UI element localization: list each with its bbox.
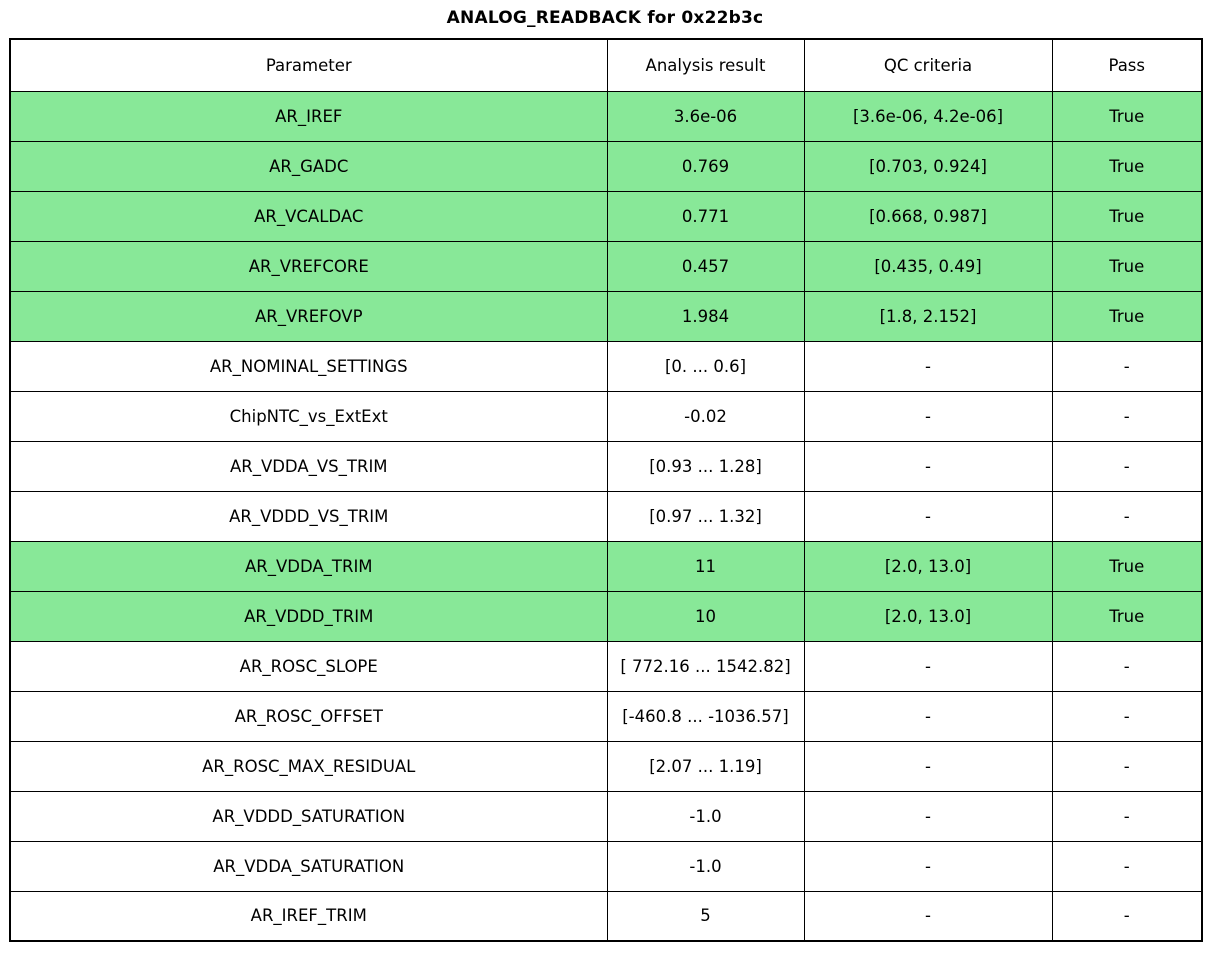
cell-pass: True: [1052, 241, 1202, 291]
cell-parameter: AR_VREFCORE: [10, 241, 607, 291]
cell-analysis-result: -1.0: [607, 841, 804, 891]
table-header-row: [10, 39, 1202, 91]
cell-qc-criteria: [1.8, 2.152]: [804, 291, 1052, 341]
cell-pass: -: [1052, 891, 1202, 941]
cell-analysis-result: 10: [607, 591, 804, 641]
cell-parameter: AR_VDDD_VS_TRIM: [10, 491, 607, 541]
cell-qc-criteria: [0.703, 0.924]: [804, 141, 1052, 191]
cell-parameter: AR_NOMINAL_SETTINGS: [10, 341, 607, 391]
cell-analysis-result: [607, 691, 804, 741]
cell-parameter: AR_VDDD_SATURATION: [10, 791, 607, 841]
cell-analysis-result: [2.07 ... 1.19]: [607, 741, 804, 791]
cell-qc-criteria: -: [804, 891, 1052, 941]
cell-analysis-result: 3.6e-06: [607, 91, 804, 141]
cell-analysis-result: 5: [607, 891, 804, 941]
cell-pass: -: [1052, 691, 1202, 741]
cell-analysis-result-text: [-460.8 ... -1036.57]: [622, 706, 789, 726]
cell-qc-criteria: [2.0, 13.0]: [804, 591, 1052, 641]
cell-qc-criteria: -: [804, 641, 1052, 691]
column-header-parameter: Parameter: [10, 39, 607, 91]
table-row: [10, 491, 1202, 541]
cell-analysis-result: -0.02: [607, 391, 804, 441]
cell-parameter: AR_IREF: [10, 91, 607, 141]
cell-pass: True: [1052, 91, 1202, 141]
table-header: [10, 39, 1202, 91]
table-row: [10, 891, 1202, 941]
table-row: [10, 341, 1202, 391]
column-header-qc-criteria: QC criteria: [804, 39, 1052, 91]
table-container: [0, 38, 1210, 942]
table-row: [10, 641, 1202, 691]
cell-analysis-result: 11: [607, 541, 804, 591]
cell-pass: True: [1052, 141, 1202, 191]
cell-parameter: ChipNTC_vs_ExtExt: [10, 391, 607, 441]
cell-qc-criteria: [0.435, 0.49]: [804, 241, 1052, 291]
table-row: [10, 791, 1202, 841]
cell-qc-criteria: -: [804, 391, 1052, 441]
cell-parameter: AR_VDDD_TRIM: [10, 591, 607, 641]
cell-pass: True: [1052, 291, 1202, 341]
cell-analysis-result: [607, 641, 804, 691]
cell-analysis-result: 1.984: [607, 291, 804, 341]
cell-pass: True: [1052, 541, 1202, 591]
cell-analysis-result: 0.457: [607, 241, 804, 291]
table-row: [10, 691, 1202, 741]
cell-qc-criteria: -: [804, 741, 1052, 791]
table-row: [10, 191, 1202, 241]
cell-parameter: AR_VDDA_TRIM: [10, 541, 607, 591]
cell-parameter: AR_VDDA_SATURATION: [10, 841, 607, 891]
column-header-pass: Pass: [1052, 39, 1202, 91]
cell-pass: -: [1052, 741, 1202, 791]
table-row: [10, 841, 1202, 891]
cell-qc-criteria: -: [804, 341, 1052, 391]
cell-parameter: AR_GADC: [10, 141, 607, 191]
cell-qc-criteria: [2.0, 13.0]: [804, 541, 1052, 591]
cell-qc-criteria: -: [804, 441, 1052, 491]
cell-qc-criteria: [0.668, 0.987]: [804, 191, 1052, 241]
cell-parameter: AR_ROSC_OFFSET: [10, 691, 607, 741]
cell-parameter: AR_VREFOVP: [10, 291, 607, 341]
table-body: [10, 91, 1202, 941]
table-row: [10, 291, 1202, 341]
cell-parameter: AR_VCALDAC: [10, 191, 607, 241]
table-row: [10, 141, 1202, 191]
cell-analysis-result: [0. ... 0.6]: [607, 341, 804, 391]
cell-qc-criteria: -: [804, 691, 1052, 741]
cell-parameter: AR_ROSC_MAX_RESIDUAL: [10, 741, 607, 791]
cell-pass: True: [1052, 591, 1202, 641]
table-row: [10, 91, 1202, 141]
column-header-analysis-result: Analysis result: [607, 39, 804, 91]
table-row: [10, 741, 1202, 791]
cell-pass: -: [1052, 491, 1202, 541]
analog-readback-table: [9, 38, 1203, 942]
cell-analysis-result: [0.93 ... 1.28]: [607, 441, 804, 491]
cell-pass: -: [1052, 791, 1202, 841]
cell-pass: -: [1052, 341, 1202, 391]
cell-parameter: AR_IREF_TRIM: [10, 891, 607, 941]
cell-analysis-result: -1.0: [607, 791, 804, 841]
cell-pass: -: [1052, 391, 1202, 441]
cell-analysis-result: 0.771: [607, 191, 804, 241]
cell-pass: -: [1052, 641, 1202, 691]
cell-parameter: AR_ROSC_SLOPE: [10, 641, 607, 691]
cell-analysis-result-text: [ 772.16 ... 1542.82]: [620, 656, 791, 676]
table-row: [10, 591, 1202, 641]
cell-qc-criteria: -: [804, 841, 1052, 891]
table-row: [10, 391, 1202, 441]
cell-qc-criteria: -: [804, 491, 1052, 541]
cell-analysis-result: [0.97 ... 1.32]: [607, 491, 804, 541]
table-row: [10, 441, 1202, 491]
cell-pass: -: [1052, 441, 1202, 491]
cell-qc-criteria: [3.6e-06, 4.2e-06]: [804, 91, 1052, 141]
cell-analysis-result: 0.769: [607, 141, 804, 191]
table-row: [10, 241, 1202, 291]
table-row: [10, 541, 1202, 591]
cell-parameter: AR_VDDA_VS_TRIM: [10, 441, 607, 491]
cell-pass: True: [1052, 191, 1202, 241]
cell-qc-criteria: -: [804, 791, 1052, 841]
page-title: ANALOG_READBACK for 0x22b3c: [446, 8, 764, 28]
cell-pass: -: [1052, 841, 1202, 891]
